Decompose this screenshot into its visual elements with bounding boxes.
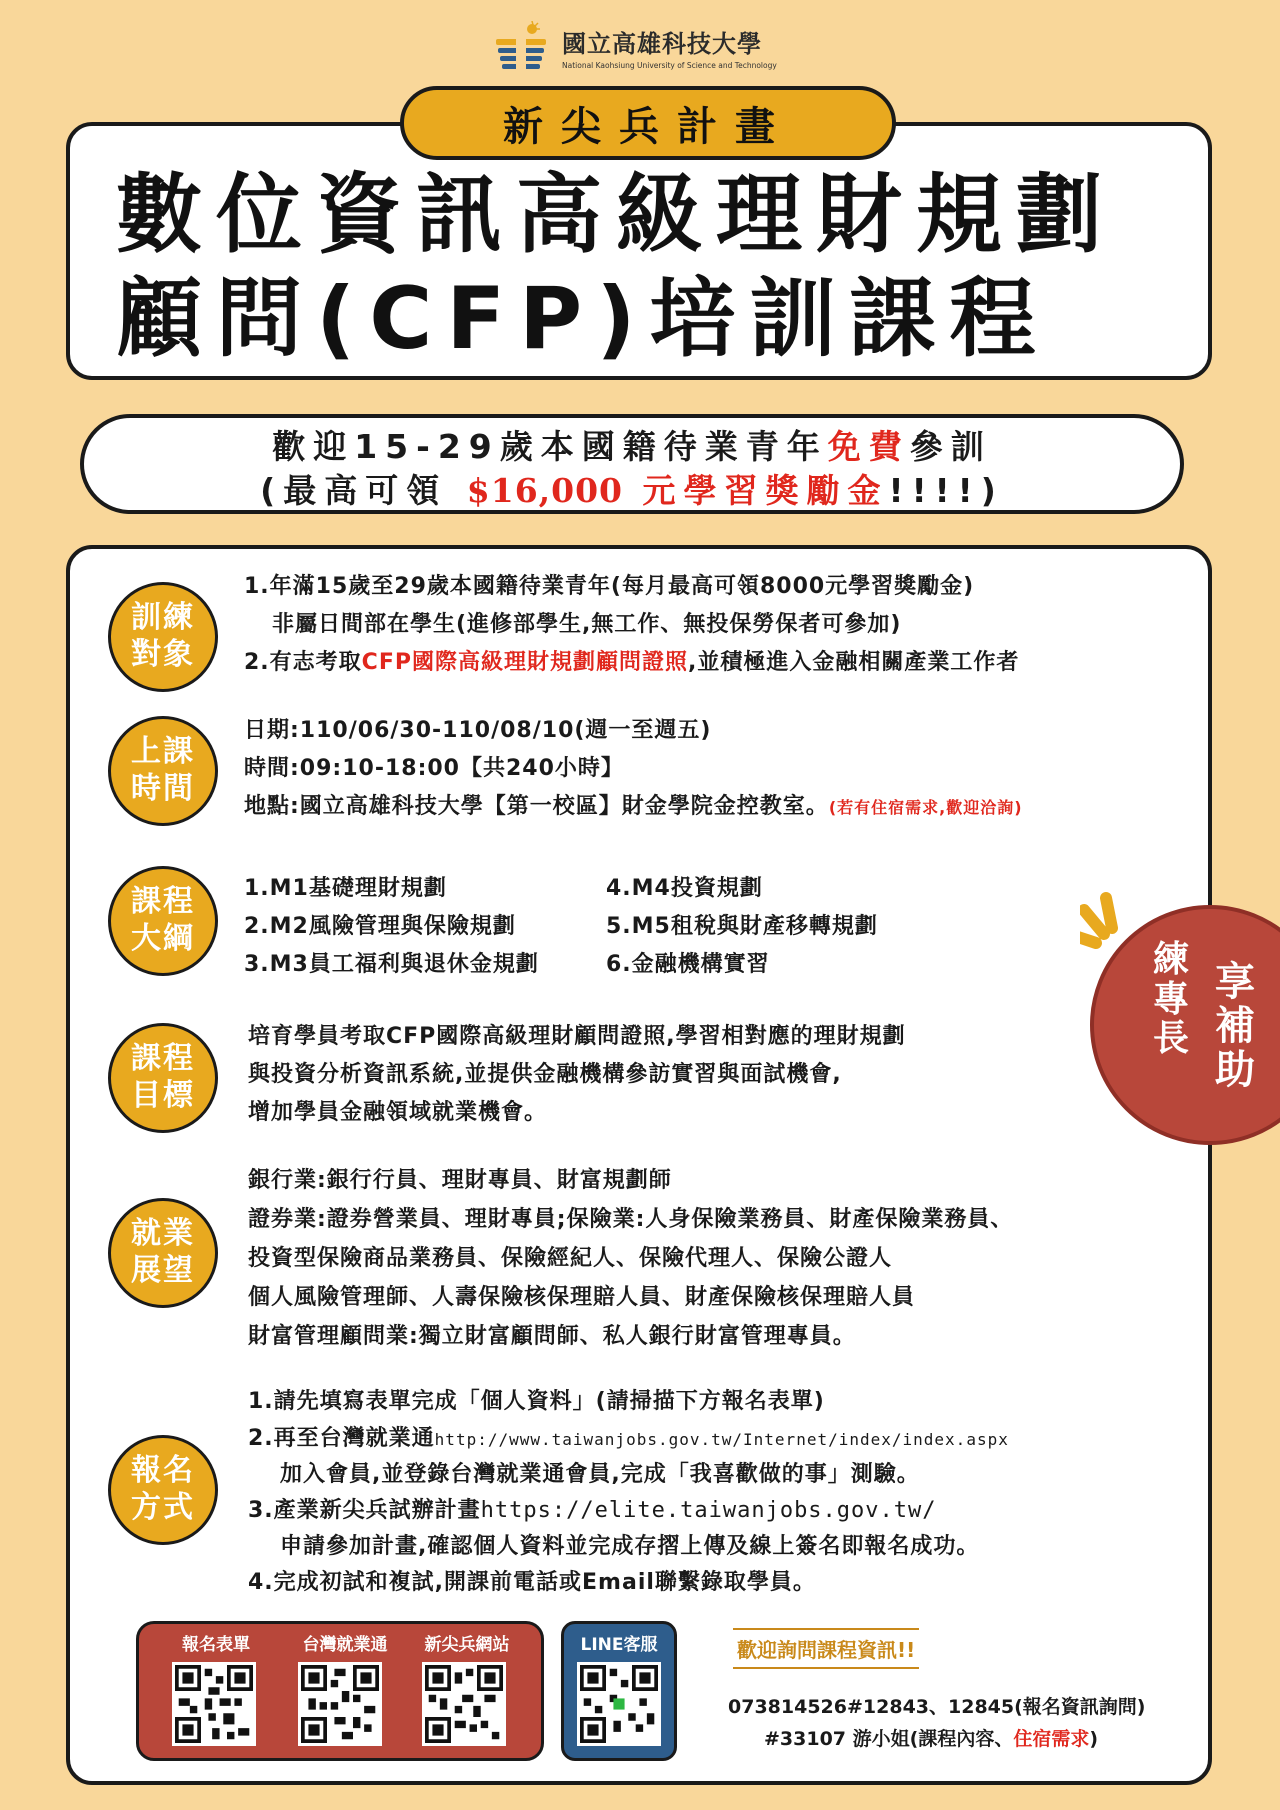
register-line-4: [248, 1492, 937, 1530]
subsidy-char: 專: [1152, 978, 1189, 1020]
subsidy-char: 助: [1215, 1047, 1255, 1093]
career-line-3: 投資型保險商品業務員、保險經紀人、保險代理人、保險公證人: [248, 1246, 893, 1271]
register-line-6: 4.完成初試和複試,開課前電話或Email聯繫錄取學員。: [248, 1570, 816, 1595]
outline-item: 2.M2風險管理與保險規劃: [244, 914, 516, 939]
schedule-place: [244, 788, 1023, 827]
qr-code-taiwanjobs[interactable]: [298, 1662, 382, 1746]
place-note: (若有住宿需求,歡迎洽詢): [828, 798, 1023, 817]
target-line-3: [244, 644, 1019, 682]
subsidy-text-2: [1148, 940, 1194, 1059]
reward-label: 元學習獎勵金: [642, 471, 889, 510]
schedule-time: 時間:09:10-18:00【共240小時】: [244, 756, 624, 781]
badge-text: 課程: [131, 884, 195, 920]
contact-title: 歡迎詢問課程資訊!!: [733, 1628, 919, 1669]
subsidy-text-1: [1210, 960, 1260, 1092]
qr-code-elite[interactable]: [422, 1662, 506, 1746]
outline-item: 3.M3員工福利與退休金規劃: [244, 952, 539, 977]
university-name-en: National Kaohsiung University of Science and Technology: [562, 61, 777, 70]
badge-text: 上課: [131, 734, 195, 770]
career-line-1: 銀行業:銀行行員、理財專員、財富規劃師: [248, 1168, 672, 1193]
badge-text: 時間: [131, 771, 195, 806]
contact-lodging: 住宿需求: [1013, 1728, 1090, 1750]
register-line-5: 申請參加計畫,確認個人資料並完成存摺上傳及線上簽名即報名成功。: [280, 1534, 980, 1559]
reward-amount: $16,000: [466, 471, 624, 510]
badge-target: [108, 582, 218, 692]
register-line-1: 1.請先填寫表單完成「個人資料」(請掃描下方報名表單): [248, 1389, 825, 1414]
goal-line-3: 增加學員金融領域就業機會。: [248, 1100, 548, 1125]
schedule-date: 日期:110/06/30-110/08/10(週一至週五): [244, 718, 712, 743]
invite-reward-text: (最高可領: [260, 471, 448, 510]
university-emblem-icon: [492, 21, 550, 73]
subsidy-char: 補: [1215, 1003, 1255, 1049]
target-cert: CFP國際高級理財規劃顧問證照: [361, 650, 688, 675]
line-label: LINE客服: [580, 1635, 658, 1655]
badge-register: [108, 1435, 218, 1545]
contact-phone-1: 073814526#12843、12845(報名資訊詢問): [728, 1696, 1146, 1718]
invite-reward-end: !!!!): [888, 471, 1004, 510]
target-line-2: 非屬日間部在學生(進修部學生,無工作、無投保勞保者可參加): [272, 612, 902, 637]
contact-text: #33107 游小姐(課程內容、: [764, 1728, 1014, 1750]
register-text: 3.產業新尖兵試辦計畫: [248, 1498, 481, 1523]
badge-text: 訓練: [131, 600, 195, 636]
badge-text: 對象: [131, 637, 195, 672]
outline-item: 4.M4投資規劃: [606, 876, 763, 901]
career-line-5: 財富管理顧問業:獨立財富顧問師、私人銀行財富管理專員。: [248, 1324, 856, 1349]
goal-line-1: 培育學員考取CFP國際高級理財顧問證照,學習相對應的理財規劃: [248, 1024, 906, 1049]
invite-line-2: [80, 465, 1184, 512]
career-line-2: 證券業:證券營業員、理財專員;保險業:人身保險業務員、財產保險業務員、: [248, 1207, 1014, 1232]
badge-text: 展望: [131, 1253, 195, 1288]
course-title-line-2: 顧問(CFP)培訓課程: [116, 269, 1050, 369]
badge-schedule: [108, 716, 218, 826]
target-text-end: ,並積極進入金融相關產業工作者: [687, 650, 1020, 675]
badge-text: 課程: [131, 1041, 195, 1077]
qr-label-form: 報名表單: [182, 1635, 250, 1655]
badge-goal: [108, 1023, 218, 1133]
subsidy-char: 練: [1152, 939, 1189, 980]
career-line-4: 個人風險管理師、人壽保險核保理賠人員、財產保險核保理賠人員: [248, 1285, 916, 1310]
badge-text: 目標: [131, 1078, 195, 1113]
qr-label-elite: 新尖兵網站: [424, 1635, 510, 1655]
university-logo: [492, 18, 792, 76]
taiwanjobs-link[interactable]: http://www.taiwanjobs.gov.tw/Internet/index/index.aspx: [434, 1430, 1009, 1449]
qr-code-form[interactable]: [172, 1662, 256, 1746]
contact-text-end: ): [1089, 1728, 1099, 1750]
qr-code-line[interactable]: [577, 1662, 661, 1746]
place-text: 地點:國立高雄科技大學【第一校區】財金學院金控教室。: [244, 794, 829, 819]
target-text: 2.有志考取: [244, 650, 362, 675]
invite-text: 歡迎15-29歲本國籍待業青年: [272, 427, 828, 466]
badge-outline: [108, 866, 218, 976]
invite-line-1: [80, 421, 1184, 468]
outline-item: 6.金融機構實習: [606, 952, 770, 977]
subsidy-char: 享: [1215, 959, 1255, 1005]
register-text: 2.再至台灣就業通: [248, 1426, 435, 1451]
target-line-1: 1.年滿15歲至29歲本國籍待業青年(每月最高可領8000元學習獎勵金): [244, 574, 975, 599]
university-name: 國立高雄科技大學: [562, 30, 762, 58]
course-title-line-1: 數位資訊高級理財規劃: [116, 165, 1116, 265]
badge-text: 方式: [131, 1490, 195, 1525]
badge-text: 大綱: [131, 921, 195, 956]
goal-line-2: 與投資分析資訊系統,並提供金融機構參訪實習與面試機會,: [248, 1062, 842, 1087]
badge-text: 報名: [131, 1453, 195, 1489]
badge-text: 就業: [131, 1216, 195, 1252]
qr-label-taiwanjobs: 台灣就業通: [302, 1635, 388, 1655]
program-label: 新尖兵計畫: [400, 86, 896, 160]
subsidy-char: 長: [1152, 1018, 1189, 1060]
outline-item: 5.M5租稅與財產移轉規劃: [606, 914, 878, 939]
register-line-2: [248, 1420, 1009, 1459]
register-line-3: 加入會員,並登錄台灣就業通會員,完成「我喜歡做的事」測驗。: [280, 1462, 920, 1487]
invite-text-end: 參訓: [909, 427, 992, 466]
invite-free: 免費: [827, 427, 910, 466]
contact-phone-2: [764, 1724, 1098, 1751]
outline-item: 1.M1基礎理財規劃: [244, 876, 447, 901]
elite-link[interactable]: https://elite.taiwanjobs.gov.tw/: [480, 1498, 937, 1523]
badge-career: [108, 1198, 218, 1308]
